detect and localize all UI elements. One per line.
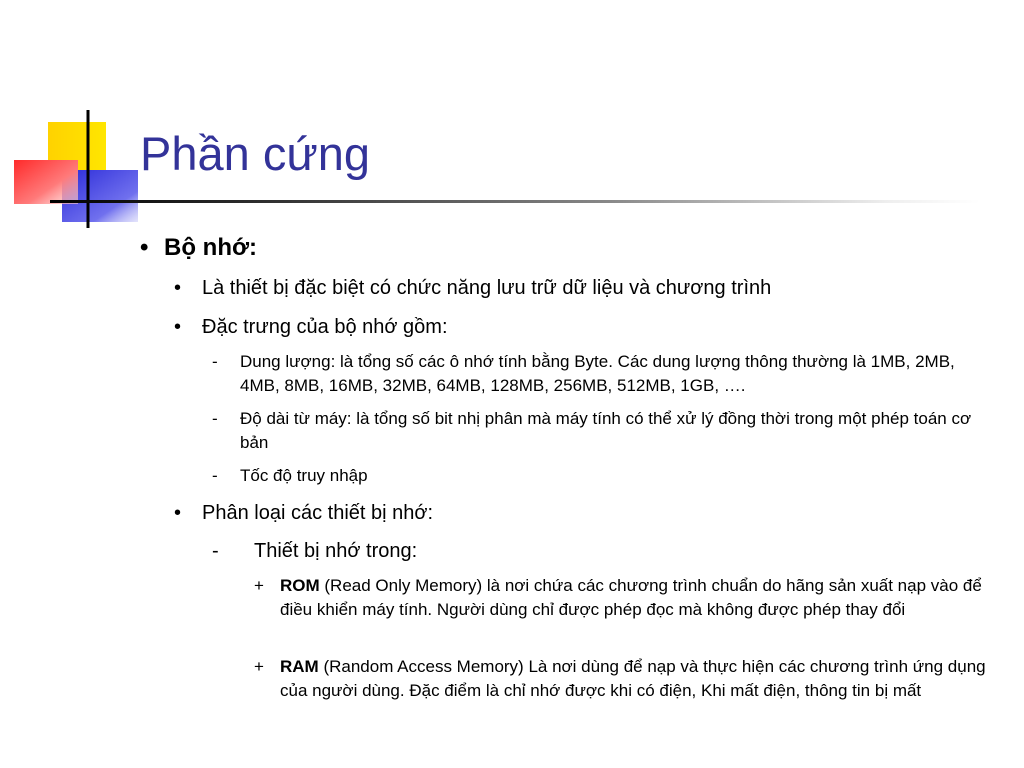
dash-marker: - [212,352,218,371]
ram-text: (Random Access Memory) Là nơi dùng để nạp và thực hiện các chương trình ứng dụng của người dùng. Đặc điểm là chỉ nhớ được khi có điện, Khi mất điện, thông tin bị mất [280,657,986,700]
title-underline [50,200,980,203]
ram-description [280,655,992,703]
dash-marker: - [212,466,218,485]
rom-text: (Read Only Memory) là nơi chứa các chương trình chuẩn do hãng sản xuất nạp vào để điều khiển máy tính. Người dùng chỉ được phép đọc mà không được phép thay đổi [280,576,982,619]
bullet-marker: • [174,502,182,524]
red-square [14,160,78,204]
rom-term: ROM [280,576,320,595]
title-decoration [0,0,140,240]
sub-item-text: Thiết bị nhớ trong: [254,540,418,562]
bullet-marker: • [140,234,149,261]
bullet-text: Là thiết bị đặc biệt có chức năng lưu trữ dữ liệu và chương trình [202,277,772,299]
heading-text: Bộ nhớ: [164,234,258,261]
bullet-text: Đặc trưng của bộ nhớ gồm: [202,316,448,338]
plus-marker: + [254,657,264,676]
sub-item-text: Tốc độ truy nhập [240,466,368,485]
rom-description [280,574,992,622]
bullet-marker: • [174,316,182,338]
dash-marker: - [212,540,219,562]
plus-marker: + [254,576,264,595]
sub-item-text: Dung lượng: là tổng số các ô nhớ tính bằng Byte. Các dung lượng thông thường là 1MB, 2MB, 4MB, 8MB, 16MB, 32MB, 64MB, 128MB, 256MB, 512MB, 1GB, …. [240,352,955,395]
bullet-marker: • [174,277,182,299]
dash-marker: - [212,409,218,428]
ram-term: RAM [280,657,319,676]
sub-item-text: Độ dài từ máy: là tổng số bit nhị phân mà máy tính có thể xử lý đồng thời trong một phép toán cơ bản [240,409,972,452]
bullet-text: Phân loại các thiết bị nhớ: [202,502,434,524]
slide-title: Phần cứng [140,127,371,180]
